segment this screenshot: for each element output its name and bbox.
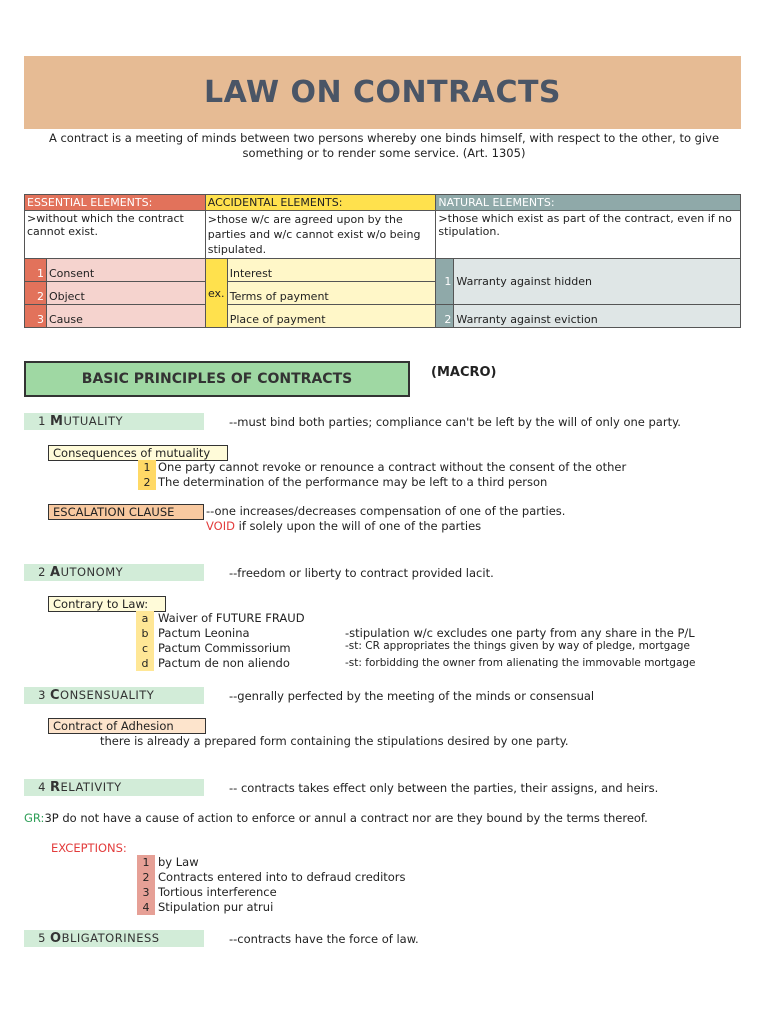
- principle-desc: --genrally perfected by the meeting of the minds or consensual: [229, 688, 595, 703]
- principle-num: 5: [38, 931, 46, 945]
- exception-item: Contracts entered into to defraud creditors: [158, 870, 406, 884]
- principle-num: 3: [38, 688, 46, 702]
- principle-rest: BLIGATORINESS: [61, 931, 160, 945]
- consequence-text: One party cannot revoke or renounce a contract without the consent of the other: [158, 460, 627, 474]
- contrary-item: Pactum Commissorium: [158, 641, 291, 655]
- gr-note: [24, 811, 648, 825]
- principle-name: [50, 779, 122, 796]
- contrary-letter: b: [136, 626, 154, 641]
- contrary-letter: d: [136, 656, 154, 671]
- principle-name: [50, 687, 154, 704]
- principle-rest: ONSENSUALITY: [60, 688, 155, 702]
- principle-row: [24, 687, 594, 704]
- principle-bar: [24, 930, 204, 947]
- escalation-text: --one increases/decreases compensation of one of the parties.: [206, 504, 566, 518]
- contrary-note: -stipulation w/c excludes one party from any share in the P/L: [345, 626, 695, 640]
- principle-rest: ELATIVITY: [60, 780, 122, 794]
- essential-item: Consent: [46, 259, 205, 282]
- essential-desc: >without which the contract cannot exist.: [25, 211, 206, 259]
- elements-table: [24, 194, 741, 328]
- principle-initial: C: [50, 688, 61, 703]
- principle-name: [50, 413, 123, 430]
- adhesion-text: there is already a prepared form containing the stipulations desired by one party.: [100, 734, 569, 748]
- principle-bar: [24, 564, 204, 581]
- exception-num: 4: [137, 900, 155, 915]
- escalation-label: ESCALATION CLAUSE: [48, 504, 204, 520]
- natural-header: NATURAL ELEMENTS:: [436, 195, 741, 211]
- principle-desc: -- contracts takes effect only between the parties, their assigns, and heirs.: [229, 780, 659, 795]
- title-banner: [24, 56, 741, 129]
- principle-rest: UTUALITY: [63, 414, 124, 428]
- essential-num: 1: [25, 259, 47, 282]
- exception-item: Tortious interference: [158, 885, 277, 899]
- principle-row: [24, 564, 494, 581]
- contrary-item: Pactum de non aliendo: [158, 656, 290, 670]
- principle-initial: O: [50, 931, 62, 946]
- accidental-ex: ex.: [205, 259, 227, 328]
- essential-item: Object: [46, 282, 205, 305]
- consequence-text: The determination of the performance may be left to a third person: [158, 475, 548, 489]
- exception-item: by Law: [158, 855, 199, 869]
- adhesion-label: Contract of Adhesion: [48, 718, 206, 734]
- page-title: LAW ON CONTRACTS: [203, 75, 562, 110]
- accidental-item: Interest: [227, 259, 436, 282]
- consequence-num: 2: [138, 475, 156, 490]
- natural-desc: >those which exist as part of the contract, even if no stipulation.: [436, 211, 741, 259]
- principle-row: [24, 930, 419, 947]
- principle-num: 2: [38, 565, 46, 579]
- natural-num: 1: [436, 259, 454, 305]
- principle-bar: [24, 687, 204, 704]
- exception-num: 2: [137, 870, 155, 885]
- essential-num: 2: [25, 282, 47, 305]
- exception-num: 1: [137, 855, 155, 870]
- intro-text: A contract is a meeting of minds between two persons whereby one binds himself, with respect to the other, to give something or to render some service. (Art. 1305): [48, 131, 720, 160]
- principle-row: [24, 413, 681, 430]
- principle-initial: M: [50, 414, 64, 429]
- contrary-label: Contrary to Law:: [48, 596, 166, 612]
- gr-label: GR:: [24, 811, 45, 825]
- macro-label: (MACRO): [431, 365, 497, 380]
- principle-desc: --freedom or liberty to contract provided lacit.: [229, 565, 494, 580]
- principle-desc: --must bind both parties; compliance can't be left by the will of only one party.: [229, 414, 681, 429]
- consequences-label: Consequences of mutuality: [48, 445, 228, 461]
- principle-name: [50, 930, 160, 947]
- essential-num: 3: [25, 305, 47, 328]
- exception-item: Stipulation pur atrui: [158, 900, 274, 914]
- natural-item: Warranty against hidden: [454, 259, 741, 305]
- gr-text: 3P do not have a cause of action to enforce or annul a contract nor are they bound by the terms thereof.: [44, 811, 648, 825]
- contrary-letter: c: [136, 641, 154, 656]
- essential-item: Cause: [46, 305, 205, 328]
- contrary-note: -st: CR appropriates the things given by way of pledge, mortgage: [345, 640, 690, 652]
- natural-item: Warranty against eviction: [454, 305, 741, 328]
- natural-num: 2: [436, 305, 454, 328]
- principle-rest: UTONOMY: [60, 565, 124, 579]
- section-heading: BASIC PRINCIPLES OF CONTRACTS: [24, 361, 410, 397]
- contrary-letter: a: [136, 611, 154, 626]
- void-note: [206, 519, 481, 533]
- principle-initial: R: [50, 780, 61, 795]
- contrary-item: Pactum Leonina: [158, 626, 250, 640]
- principle-num: 4: [38, 780, 46, 794]
- void-word: VOID: [206, 519, 235, 533]
- principle-bar: [24, 779, 204, 796]
- principle-bar: [24, 413, 204, 430]
- principle-name: [50, 564, 123, 581]
- contrary-item: Waiver of FUTURE FRAUD: [158, 611, 305, 625]
- accidental-desc: >those w/c are agreed upon by the parties and w/c cannot exist w/o being stipulated.: [205, 211, 436, 259]
- principle-desc: --contracts have the force of law.: [229, 931, 419, 946]
- accidental-header: ACCIDENTAL ELEMENTS:: [205, 195, 436, 211]
- void-rest: if solely upon the will of one of the parties: [234, 519, 482, 533]
- contrary-note: -st: forbidding the owner from alienating the immovable mortgage: [345, 657, 696, 669]
- essential-header: ESSENTIAL ELEMENTS:: [25, 195, 206, 211]
- principle-initial: A: [50, 565, 61, 580]
- consequence-num: 1: [138, 460, 156, 475]
- principle-row: [24, 779, 658, 796]
- accidental-item: Place of payment: [227, 305, 436, 328]
- exception-num: 3: [137, 885, 155, 900]
- accidental-item: Terms of payment: [227, 282, 436, 305]
- exceptions-label: EXCEPTIONS:: [51, 841, 127, 855]
- principle-num: 1: [38, 414, 46, 428]
